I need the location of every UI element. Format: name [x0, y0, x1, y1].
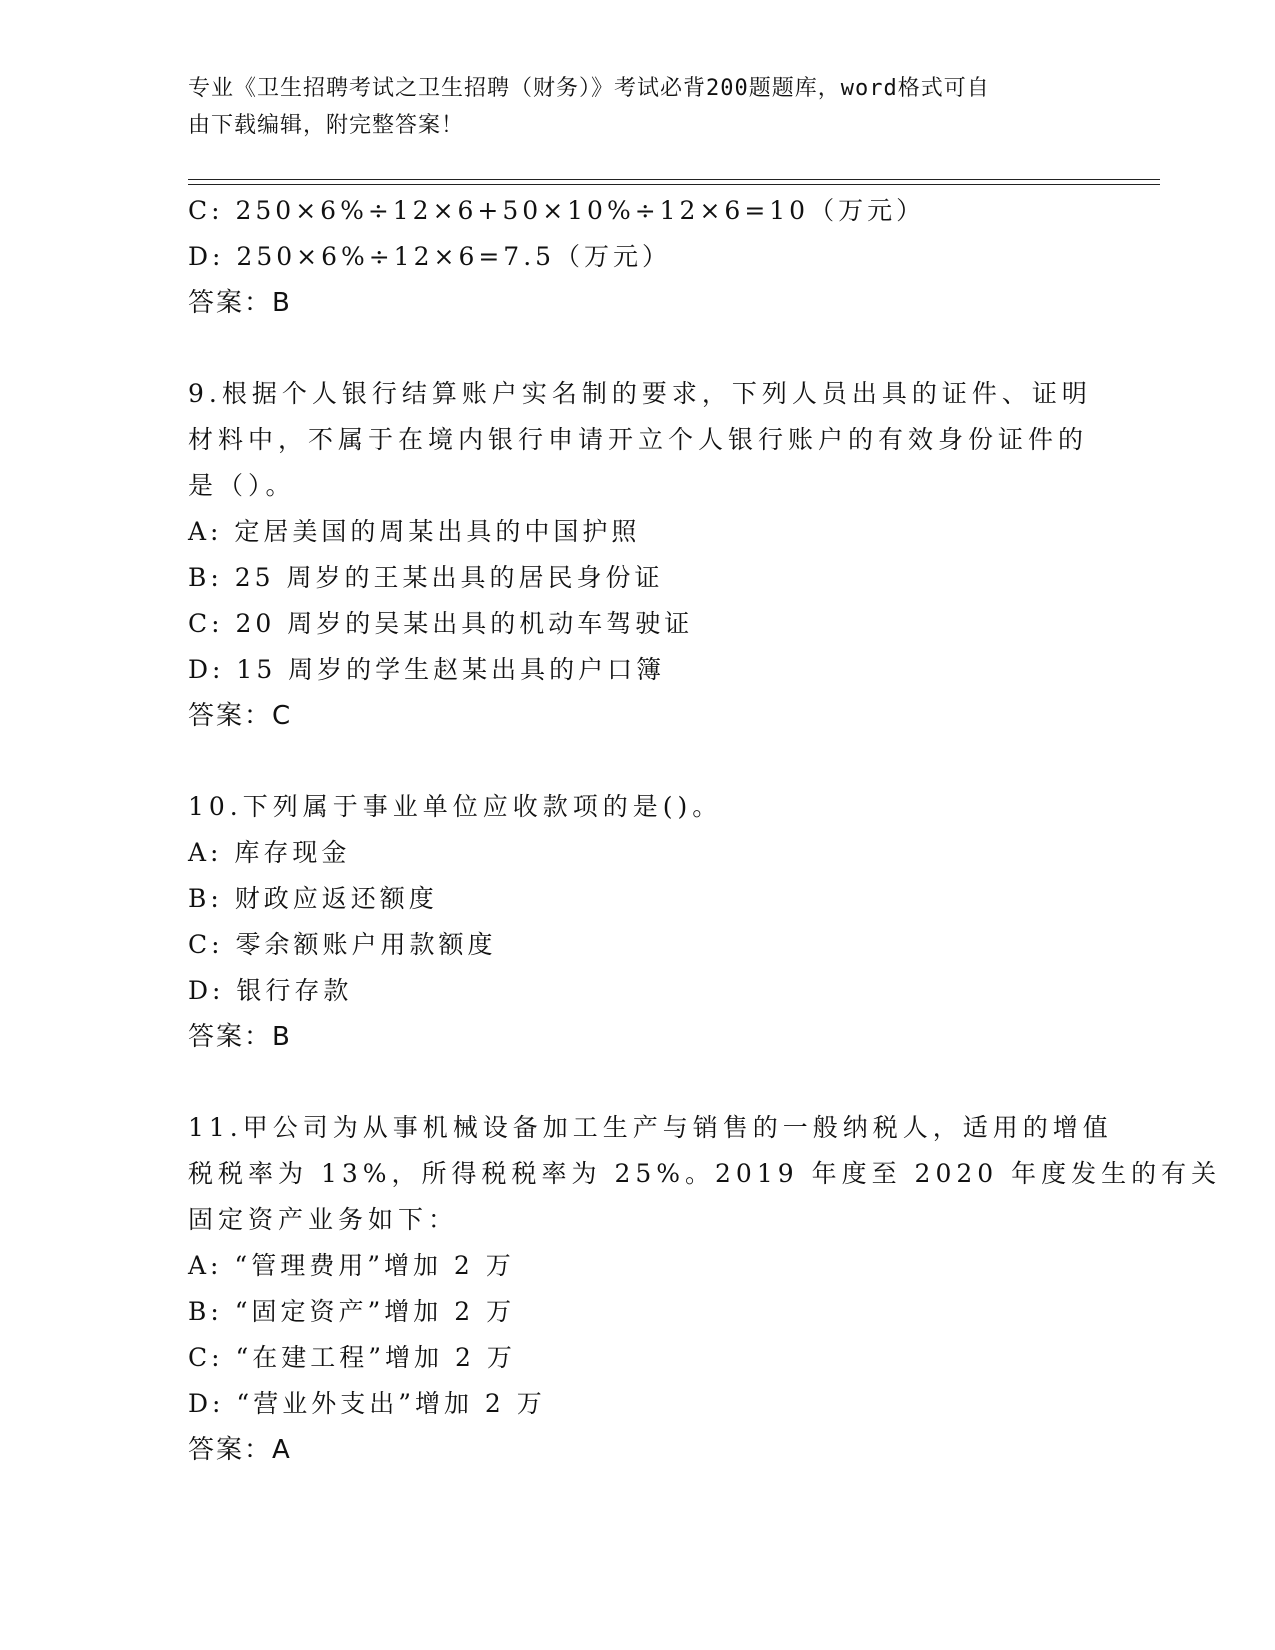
option-c: C: 20 周岁的吴某出具的机动车驾驶证: [188, 609, 694, 638]
answer-line: 答案：B: [188, 288, 292, 318]
option-a: A: 库存现金: [188, 838, 351, 867]
option-d: D: 15 周岁的学生赵某出具的户口簿: [188, 655, 666, 684]
question-9: [188, 371, 1092, 739]
header-divider-bottom: [188, 184, 1160, 185]
stem-line: 11.甲公司为从事机械设备加工生产与销售的一般纳税人，适用的增值: [188, 1113, 1113, 1142]
stem-line: 材料中，不属于在境内银行申请开立个人银行账户的有效身份证件的: [188, 425, 1089, 454]
option-d: D: 银行存款: [188, 976, 353, 1005]
option-d: D: “营业外支出”增加 2 万: [188, 1389, 546, 1418]
stem-line: 固定资产业务如下：: [188, 1205, 459, 1234]
option-c: C: 250×6%÷12×6+50×10%÷12×6=10（万元）: [188, 196, 926, 225]
document-header: [188, 70, 1088, 144]
question-10: [188, 784, 1088, 1060]
option-c: C: 零余额账户用款额度: [188, 930, 497, 959]
header-line-2: 由下载编辑，附完整答案！: [188, 113, 465, 138]
option-a: A: 定居美国的周某出具的中国护照: [188, 517, 641, 546]
option-c: C: “在建工程”增加 2 万: [188, 1343, 516, 1372]
question-stem: [188, 371, 1092, 509]
stem-line: 税税率为 13%，所得税税率为 25%。2019 年度至 2020 年度发生的有关: [188, 1159, 1222, 1188]
stem-line: 10.下列属于事业单位应收款项的是()。: [188, 792, 723, 821]
stem-line: 是（）。: [188, 471, 296, 500]
option-a: A: “管理费用”增加 2 万: [188, 1251, 515, 1280]
answer-line: 答案：C: [188, 701, 293, 731]
option-b: B: 25 周岁的王某出具的居民身份证: [188, 563, 664, 592]
question-list: [188, 188, 1222, 1473]
question-8-continued: [188, 188, 1088, 326]
header-line-1: 专业《卫生招聘考试之卫生招聘（财务）》考试必背200题题库，word格式可自: [188, 76, 990, 101]
stem-line: 9.根据个人银行结算账户实名制的要求，下列人员出具的证件、证明: [188, 379, 1092, 408]
answer-line: 答案：A: [188, 1435, 292, 1465]
spacer: [188, 326, 1088, 371]
question-stem: [188, 1105, 1222, 1243]
answer-line: 答案：B: [188, 1022, 292, 1052]
header-divider-top: [188, 179, 1160, 180]
option-b: B: “固定资产”增加 2 万: [188, 1297, 516, 1326]
spacer: [188, 1060, 1088, 1105]
question-stem: [188, 784, 1088, 830]
option-b: B: 财政应返还额度: [188, 884, 438, 913]
spacer: [188, 739, 1088, 784]
question-11: [188, 1105, 1222, 1473]
option-d: D: 250×6%÷12×6=7.5（万元）: [188, 242, 672, 271]
